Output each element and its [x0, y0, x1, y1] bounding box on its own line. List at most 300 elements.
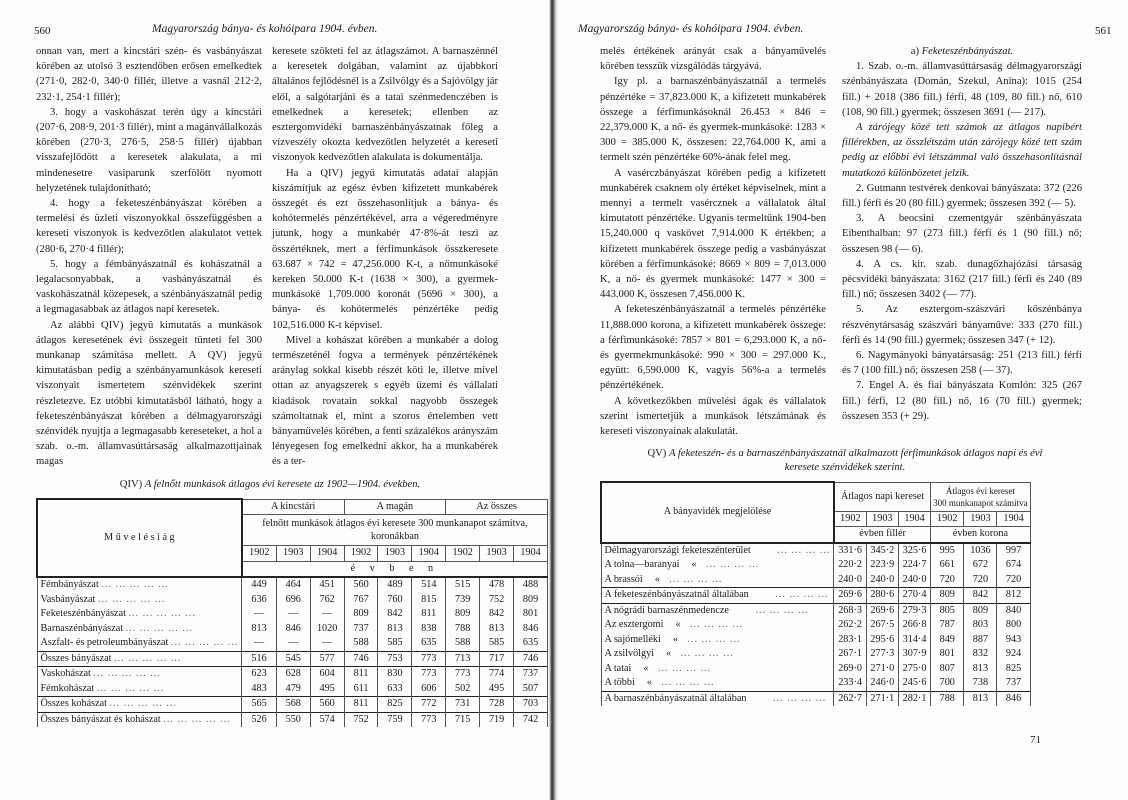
- value-cell: 483: [242, 682, 277, 697]
- value-cell: 345·2: [866, 543, 898, 559]
- table-row: [601, 558, 1030, 573]
- leader-dots: ... ... ... ... ...: [109, 698, 177, 709]
- year-header: 1904: [898, 511, 930, 527]
- value-cell: 811: [412, 607, 446, 622]
- year-header: 1904: [412, 546, 446, 562]
- column-group-header: Az összes: [446, 499, 548, 515]
- row-label: A tatai: [604, 662, 632, 674]
- group-header-line1: Átlagos évi kereset: [945, 485, 1015, 496]
- value-cell: 696: [276, 593, 310, 608]
- table-caption: [580, 447, 1110, 475]
- value-cell: 585: [480, 636, 514, 651]
- table-row: [37, 593, 548, 608]
- row-label: A sajómelléki: [604, 633, 661, 645]
- value-cell: 807: [931, 662, 964, 677]
- value-cell: 759: [378, 712, 412, 727]
- value-cell: 271·1: [866, 691, 898, 706]
- value-cell: 606: [412, 682, 446, 697]
- row-label: A brassói: [604, 573, 643, 585]
- value-cell: 661: [931, 558, 964, 573]
- paragraph: Az alábbi QIV) jegyü kimutatás a munkások átlagos keresetének évi összegeit tünteti fel 300 munkanap számítása mellett. A QV) jegyü kimutatásban pedig a szénbányamunkások kereseti viszonyait ismertetem szénvidékek szerint részletezve. Ez utóbbi kimutatásból látható, hogy a feketeszénbányászat körében a délmagyarországi szénvidék nyujtja a legmagasabb kereseteket, a hol a szab. o.-m. államvasúttársaság alkalmazottjainak magas: [36, 319, 262, 468]
- value-cell: —: [242, 607, 277, 622]
- row-label: Barnaszénbányászat: [40, 622, 124, 634]
- value-cell: 674: [997, 558, 1030, 573]
- value-cell: 507: [514, 682, 548, 697]
- value-cell: 514: [412, 577, 446, 593]
- paragraph: 7. Engel A. és fiai bányászata Komlón: 325 (267 fill.) férfi, 12 (80 fill.) nő, 16 (70 fill.) gyermek; összesen 353 (+ 29).: [842, 380, 1082, 422]
- row-label-cell: [37, 593, 242, 608]
- value-cell: 752: [344, 712, 378, 727]
- leader-dots: ... ... ... ...: [777, 544, 831, 556]
- section-heading: [842, 44, 1082, 59]
- year-header: 1903: [866, 511, 898, 527]
- paragraph: 5. Az esztergom-szászvári kőszénbánya részvénytársaság szászvári bányaműve: 333 (270 fill.) férfi és 14 (90 fill.) gyermek; összesen 347 (+ 12).: [842, 304, 1082, 346]
- value-cell: 220·2: [834, 558, 866, 573]
- table-row: [601, 573, 1030, 588]
- row-label: A feketeszénbányászatnál általában: [604, 589, 749, 600]
- table-caption-text: A felnőtt munkások átlagos évi keresete az 1902—1904. években.: [144, 479, 421, 490]
- value-cell: 611: [344, 682, 378, 697]
- table-row: [37, 636, 548, 651]
- ditto-mark: «: [654, 573, 660, 585]
- value-cell: 223·9: [866, 558, 898, 573]
- header-row-groups: [601, 482, 1030, 511]
- value-cell: 279·3: [898, 603, 930, 618]
- value-cell: 811: [344, 697, 378, 713]
- page-number: 561: [1095, 25, 1112, 37]
- value-cell: 997: [997, 543, 1030, 559]
- row-label-cell: [37, 607, 242, 622]
- value-cell: 760: [378, 593, 412, 608]
- text-column-1: [36, 44, 262, 470]
- value-cell: 266·8: [898, 618, 930, 633]
- value-cell: 773: [446, 667, 480, 682]
- section-heading-text: Feketeszénbányászat.: [921, 46, 1014, 57]
- value-cell: 774: [480, 667, 514, 682]
- table-caption-text-line2: keresete szénvidékek szerint.: [784, 462, 906, 473]
- row-label: Összes kohászat: [40, 698, 107, 709]
- value-cell: 495: [480, 682, 514, 697]
- value-cell: 803: [964, 618, 997, 633]
- value-cell: 623: [242, 667, 277, 682]
- year-header: 1903: [480, 546, 514, 562]
- value-cell: 887: [964, 633, 997, 648]
- value-cell: 813: [964, 662, 997, 677]
- text-column-2: [272, 44, 498, 470]
- value-cell: 720: [964, 573, 997, 588]
- row-label-cell: [37, 651, 242, 667]
- qiv-table: [36, 498, 548, 727]
- running-head: Magyarország bánya- és kohóipara 1904. évben.: [152, 23, 378, 35]
- value-cell: 767: [344, 593, 378, 608]
- value-cell: 728: [480, 697, 514, 713]
- year-header: 1904: [514, 546, 548, 562]
- value-cell: 924: [997, 647, 1030, 662]
- value-cell: —: [310, 607, 344, 622]
- ditto-mark: «: [646, 677, 652, 688]
- value-cell: —: [242, 636, 277, 651]
- value-cell: 700: [931, 676, 964, 691]
- value-cell: 842: [964, 588, 997, 604]
- value-cell: 240·0: [898, 573, 930, 588]
- value-cell: 813: [242, 622, 277, 637]
- value-cell: 568: [276, 697, 310, 713]
- table-row: [37, 577, 548, 593]
- value-cell: 943: [997, 633, 1030, 648]
- value-cell: 577: [310, 651, 344, 667]
- row-label: A zsilvölgyi: [604, 648, 655, 659]
- value-cell: 811: [344, 667, 378, 682]
- value-cell: 788: [446, 622, 480, 637]
- table-row: [37, 667, 548, 682]
- row-label-cell: [37, 667, 242, 682]
- value-cell: 277·3: [866, 647, 898, 662]
- value-cell: 720: [931, 573, 964, 588]
- column-group-header: A magán: [344, 499, 446, 515]
- value-cell: 805: [931, 603, 964, 618]
- paragraph: Ha a QIV) jegyü kimutatás adatai alapján kiszámítjuk az egész évben kifizetett munkabérek összegét és ezt összehasonlítjuk a bánya- és kohótermelés pénzértékével, arra a végeredményre jutunk, hogy a munkabér 47·8%-át teszi az összértéknek, mert a férfimunkások összkeresete 63.687 × 742 = 47,256.000 K-t, a nőmunkásoké kereken 50.000 K-t (1638 × 300), a gyermek-munkásoké 1,709.000 koronát (5696 × 300), a bánya- és kohótermelés pénzértéke pedig 102,516.000 K-t képvisel.: [272, 167, 498, 331]
- value-cell: 269·0: [834, 662, 866, 677]
- value-cell: 830: [378, 667, 412, 682]
- value-cell: 813: [378, 622, 412, 637]
- value-cell: 451: [310, 577, 344, 593]
- section-heading-prefix: a): [910, 46, 920, 57]
- value-cell: 800: [997, 618, 1030, 633]
- value-cell: 773: [412, 712, 446, 727]
- value-cell: 731: [446, 697, 480, 713]
- value-cell: 813: [480, 622, 514, 637]
- row-label-cell: [601, 618, 834, 633]
- value-cell: 565: [242, 697, 277, 713]
- row-label-cell: [601, 662, 834, 677]
- page-number: 560: [34, 25, 51, 37]
- leader-dots: ... ... ... ... ...: [101, 579, 169, 590]
- table-caption-prefix: QV): [647, 448, 667, 459]
- value-cell: —: [310, 636, 344, 651]
- value-cell: 737: [344, 622, 378, 637]
- value-cell: 635: [412, 636, 446, 651]
- paragraph: A feketeszénbányászatnál a termelés pénzértéke 11,888.000 korona, a kifizetett munkabérek összege: a férfimunkásoké: 7857 × 801 = 6,293.000 K, a nő- és gyermekmunkásoké: 990 × 300 = 297.000 K., együtt: 6,590.000 K, vagyis 56%-a a termelés pénzértékének.: [600, 304, 826, 392]
- table-row: [37, 622, 548, 637]
- header-row-groups: [37, 499, 548, 515]
- value-cell: 269·6: [866, 603, 898, 618]
- value-cell: 271·0: [866, 662, 898, 677]
- paragraph: 6. Nagymányoki bányatársaság: 251 (213 fill.) férfi és 7 (100 fill.) nő; összesen 258 (— 37).: [842, 350, 1082, 377]
- value-cell: 719: [480, 712, 514, 727]
- value-cell: 489: [378, 577, 412, 593]
- value-cell: 672: [964, 558, 997, 573]
- value-cell: 295·6: [866, 633, 898, 648]
- row-label-cell: [601, 691, 834, 706]
- ditto-mark: «: [666, 648, 672, 659]
- row-label: Összes bányászat: [40, 652, 112, 664]
- leader-dots: ... ... ... ... ...: [93, 668, 161, 679]
- paragraph: Mivel a kohászat körében a munkabér a dolog természeténél fogva a termények pénzértékének aránylag sokkal kisebb részét köti le, illetve mivel ottan az anyagszerek s egyéb üzemi és vállalati kiadások rovatain sokkal nagyobb összegek számoltatnak el, mint a szoros értelemben vett bányaművelés körében, a fenti százalékos arányszám lényegesen fog emelkedni akkor, ha a munkabérek és a ter-: [272, 334, 498, 468]
- value-cell: 809: [446, 607, 480, 622]
- text-column-2: [842, 44, 1082, 424]
- row-label-cell: [601, 676, 834, 691]
- table-row: [37, 712, 548, 727]
- value-cell: 787: [931, 618, 964, 633]
- row-header: M ű v e l é s i á g: [37, 499, 242, 577]
- value-cell: 574: [310, 712, 344, 727]
- value-cell: 846: [276, 622, 310, 637]
- row-label-cell: [37, 697, 242, 713]
- value-cell: 773: [412, 667, 446, 682]
- value-cell: 331·6: [834, 543, 866, 559]
- value-cell: 550: [276, 712, 310, 727]
- value-cell: 715: [446, 712, 480, 727]
- paragraph: 4. A cs. kir. szab. dunagőzhajózási társaság pécsvidéki bányászata: 3162 (217 fill.) férfi és 240 (89 fill.) nő; összesen 3402 (— 77).: [842, 258, 1082, 301]
- text-column-1: [600, 44, 826, 439]
- year-header: 1902: [242, 546, 277, 562]
- value-cell: 809: [964, 603, 997, 618]
- value-cell: 825: [997, 662, 1030, 677]
- paragraph: Igy pl. a barnaszénbányászatnál a termelés pénzértéke = 37,823.000 K, a kifizetett munkabérek összege a férfimunkásoknál 26.453 × 846 = 22,379.000 K, a nő- és gyermek-munkásoké: 1283 × 300 = 385.000 K, összesen: 22,764.000 K, ami a termelt szén pénzértéke 60%-ának felel meg.: [600, 76, 826, 164]
- row-label-cell: [37, 622, 242, 637]
- value-cell: 224·7: [898, 558, 930, 573]
- value-cell: 560: [344, 577, 378, 593]
- leader-dots: ... ... ... ... ...: [96, 682, 165, 694]
- value-cell: 703: [514, 697, 548, 713]
- value-cell: 738: [964, 676, 997, 691]
- table-caption-prefix: QIV): [119, 479, 143, 490]
- value-cell: 526: [242, 712, 277, 727]
- value-cell: 713: [446, 651, 480, 667]
- value-cell: 240·0: [866, 573, 898, 588]
- row-label: A barnaszénbányászatnál általában: [604, 692, 747, 704]
- paragraph: melés értékének arányát csak a bányaművelés körében tesszük vizsgálódás tárgyává.: [600, 46, 826, 73]
- value-cell: 739: [446, 593, 480, 608]
- value-cell: 737: [997, 676, 1030, 691]
- value-cell: 495: [310, 682, 344, 697]
- value-cell: 846: [514, 622, 548, 637]
- value-cell: 267·5: [866, 618, 898, 633]
- value-cell: 772: [412, 697, 446, 713]
- value-cell: 488: [514, 577, 548, 593]
- year-header: 1904: [310, 546, 344, 562]
- value-cell: 842: [378, 607, 412, 622]
- value-cell: 283·1: [834, 633, 866, 648]
- table-row: [37, 682, 548, 697]
- value-cell: 742: [514, 712, 548, 727]
- value-cell: 809: [931, 588, 964, 604]
- value-cell: 815: [412, 593, 446, 608]
- row-label-cell: [601, 647, 834, 662]
- value-cell: 842: [480, 607, 514, 622]
- value-cell: 849: [931, 633, 964, 648]
- value-cell: 280·6: [866, 588, 898, 604]
- value-cell: 545: [276, 651, 310, 667]
- group-header-line2: 300 munkanapot számítva: [933, 497, 1028, 508]
- leader-dots: ... ... ... ... ...: [170, 637, 239, 648]
- leader-dots: ... ... ... ... ...: [114, 652, 182, 664]
- value-cell: 737: [514, 667, 548, 682]
- value-cell: —: [276, 636, 310, 651]
- table-caption-text: A feketeszén- és a barnaszénbányászatnál alkalmazott férfimunkások átlagos napi és évi: [669, 448, 1043, 459]
- running-head: Magyarország bánya- és kohóipara 1904. évben.: [578, 23, 804, 35]
- table-row: [601, 662, 1030, 677]
- leader-dots: ... ... ... ...: [755, 604, 809, 616]
- leader-dots: ... ... ... ...: [657, 662, 712, 674]
- value-cell: 245·6: [898, 676, 930, 691]
- value-cell: 516: [242, 651, 277, 667]
- paragraph: A vasérczbányászat körében pedig a kifizetett munkabérek csaknem oly értéket képviselnek, mint a mennyi a termelt vasércznek a vállalatok által kimutatott pénzértéke. Ugyanis termeltünk 1904-ben 15,240.000 q vaskövet 7,914.000 K értékben; a kifizetett munkabérek összege pedig a vasbányászat körében a férfimunkásoké: 8669 × 809 = 7,013.000 K, a nő- és gyermek munkásoké: 1477 × 300 = 443.000 K, összesen 7,456.000 K.: [600, 167, 826, 301]
- row-label-cell: [37, 577, 242, 593]
- value-cell: 809: [514, 593, 548, 608]
- row-label: Fémkohászat: [40, 682, 95, 694]
- value-cell: 270·4: [898, 588, 930, 604]
- value-cell: 801: [514, 607, 548, 622]
- ditto-mark: «: [643, 662, 649, 674]
- leader-dots: ... ... ... ... ...: [163, 713, 231, 725]
- leader-dots: ... ... ... ...: [669, 573, 723, 585]
- year-header: 1904: [997, 511, 1030, 527]
- value-cell: 801: [931, 647, 964, 662]
- table-row: [37, 651, 548, 667]
- year-header: 1903: [964, 511, 997, 527]
- qv-table: [600, 481, 1031, 706]
- table-row: [37, 697, 548, 713]
- value-cell: 773: [412, 651, 446, 667]
- paragraph: 3. A beocsini czementgyár szénbányászata Eibenthalban: 97 (273 fill.) férfi és 1 (90 fill.) nő; összesen 98 (— 6).: [842, 213, 1082, 255]
- paragraph: 5. hogy a fémbányászatnál és kohászatnál a legalacsonyabbak, a vasbányászatnál és vaskohászatnál közepesek, a szénbányászatnál pedig a legmagasabbak az átlagos napi keresetek.: [36, 258, 262, 316]
- column-subheader: felnőtt munkások átlagos évi keresete 300 munkanapot számítva, koronákban: [242, 515, 548, 546]
- value-cell: 746: [344, 651, 378, 667]
- value-cell: 846: [997, 691, 1030, 706]
- table-row: [601, 676, 1030, 691]
- value-cell: 268·3: [834, 603, 866, 618]
- table-row: [37, 607, 548, 622]
- unit-label: évben fillér: [834, 527, 931, 543]
- leader-dots: ... ... ... ...: [687, 633, 741, 645]
- row-label-cell: [601, 633, 834, 648]
- value-cell: 995: [931, 543, 964, 559]
- row-label-cell: [37, 682, 242, 697]
- leader-dots: ... ... ... ...: [773, 692, 827, 704]
- value-cell: 262·7: [834, 691, 866, 706]
- value-cell: 812: [997, 588, 1030, 604]
- row-label: A többi: [604, 677, 635, 688]
- row-label-cell: [601, 573, 834, 588]
- leader-dots: ... ... ... ...: [689, 619, 744, 630]
- row-label: Aszfalt- és petroleumbányászat: [40, 637, 169, 648]
- row-label: Az esztergomi: [604, 619, 664, 630]
- unit-label: évben korona: [931, 527, 1030, 543]
- value-cell: 588: [344, 636, 378, 651]
- year-header: 1902: [446, 546, 480, 562]
- leader-dots: ... ... ... ...: [775, 589, 829, 600]
- value-cell: 246·0: [866, 676, 898, 691]
- value-cell: 1020: [310, 622, 344, 637]
- value-cell: 636: [242, 593, 277, 608]
- value-cell: 809: [344, 607, 378, 622]
- value-cell: 479: [276, 682, 310, 697]
- value-cell: 720: [997, 573, 1030, 588]
- leader-dots: ... ... ... ...: [680, 648, 734, 659]
- value-cell: 628: [276, 667, 310, 682]
- row-label-cell: [601, 603, 834, 618]
- row-label-cell: [37, 636, 242, 651]
- value-cell: 515: [446, 577, 480, 593]
- value-cell: 314·4: [898, 633, 930, 648]
- row-label: A tolna—baranyai: [604, 559, 680, 570]
- row-label-cell: [37, 712, 242, 727]
- table-row: [601, 603, 1030, 618]
- year-header: 1902: [834, 511, 866, 527]
- row-label: Feketeszénbányászat: [40, 608, 126, 619]
- value-cell: 635: [514, 636, 548, 651]
- table-row: [601, 633, 1030, 648]
- value-cell: 633: [378, 682, 412, 697]
- value-cell: 502: [446, 682, 480, 697]
- value-cell: —: [276, 607, 310, 622]
- value-cell: 788: [931, 691, 964, 706]
- row-label-cell: [601, 558, 834, 573]
- paragraph: onnan van, mert a kincstári szén- és vasbányászat körében az utolsó 3 esztendőben erősen emelkedtek (271·0, 282·0, 340·0 fillér, illetve a vasnál 212·2, 232·1, 254·1 fillér);: [36, 46, 262, 103]
- table-row: [601, 647, 1030, 662]
- value-cell: 464: [276, 577, 310, 593]
- paragraph: 4. hogy a feketeszénbányászat körében a termelési és üzleti viszonyokkal összefüggésben a kereseti viszonyok is kedvezőtlen alakulatot vettek (280·6, 270·4 fillér);: [36, 198, 262, 255]
- table-caption: [40, 478, 500, 492]
- leader-dots: ... ... ... ... ...: [125, 622, 194, 634]
- year-header: 1903: [276, 546, 310, 562]
- leader-dots: ... ... ... ...: [706, 559, 760, 570]
- value-cell: 832: [964, 647, 997, 662]
- row-label: A nógrádi barnaszénmedencze: [604, 604, 729, 616]
- paragraph: 2. Gutmann testvérek denkovai bányászata: 372 (226 fill.) férfi és 20 (80 fill.) gyermek; összesen 392 (— 5).: [842, 182, 1082, 210]
- signature-mark: 71: [1030, 734, 1041, 746]
- value-cell: 717: [480, 651, 514, 667]
- value-cell: 588: [446, 636, 480, 651]
- footnote-paragraph: A zárójegy közé tett számok az átlagos napibért fillérekben, az összlétszám után zárójegy közé tett szám pedig az előbbi évi létszámmal való összehasonlításnál mutatkozó különbözetet jelzik.: [842, 122, 1082, 179]
- value-cell: 840: [997, 603, 1030, 618]
- value-cell: 604: [310, 667, 344, 682]
- leader-dots: ... ... ... ...: [661, 677, 715, 688]
- value-cell: 267·1: [834, 647, 866, 662]
- value-cell: 262·2: [834, 618, 866, 633]
- leader-dots: ... ... ... ... ...: [128, 608, 196, 619]
- table-row: [601, 618, 1030, 633]
- value-cell: 762: [310, 593, 344, 608]
- row-label: Délmagyarországi feketeszénterület: [604, 544, 751, 556]
- value-cell: 282·1: [898, 691, 930, 706]
- year-header: 1902: [344, 546, 378, 562]
- column-group-header: Átlagos napi kereset: [834, 482, 931, 511]
- value-cell: 233·4: [834, 676, 866, 691]
- year-header: 1903: [378, 546, 412, 562]
- value-cell: 478: [480, 577, 514, 593]
- value-cell: 275·0: [898, 662, 930, 677]
- table-row: [601, 691, 1030, 706]
- year-header: 1902: [931, 511, 964, 527]
- unit-label: é v b e n: [242, 561, 548, 577]
- paragraph: 3. hogy a vaskohászat terén úgy a kincstári (207·6, 208·9, 201·3 fillér), mint a magánvállalkozás körében (270·3, 276·5, 258·5 fillér) újabban visszafejlődött a keresetek alakulata, a mi mindenesetre vasiparunk szerfölött nyomott helyzetének tulajdonítható;: [36, 106, 262, 194]
- table-row: [601, 543, 1030, 559]
- value-cell: 269·6: [834, 588, 866, 604]
- book-spine: [549, 0, 559, 800]
- row-label-cell: [601, 588, 834, 604]
- value-cell: 240·0: [834, 573, 866, 588]
- leader-dots: ... ... ... ... ...: [97, 593, 166, 605]
- table-row: [601, 588, 1030, 604]
- value-cell: 746: [514, 651, 548, 667]
- ditto-mark: «: [672, 633, 678, 645]
- ditto-mark: «: [691, 559, 697, 570]
- row-label: Vaskohászat: [40, 668, 91, 679]
- paragraph: keresete szökteti fel az átlagszámot. A barnaszénnél a keresetek dolgában, valamint az újabbkori általános fejlődésnél is a Zsilvölgy és a Sajóvölgy jár elől, a salgótarjáni és a tatai szénmedenczében is emelkednek a keresetek; ellenben az esztergomvidéki barnaszénbányászatnak főleg a vízveszély okozta kedvezőtlen helyzetét a kereseti viszonyok kedvezőtlen alakulata is dokumentálja.: [272, 46, 498, 164]
- row-label: Vasbányászat: [40, 593, 96, 605]
